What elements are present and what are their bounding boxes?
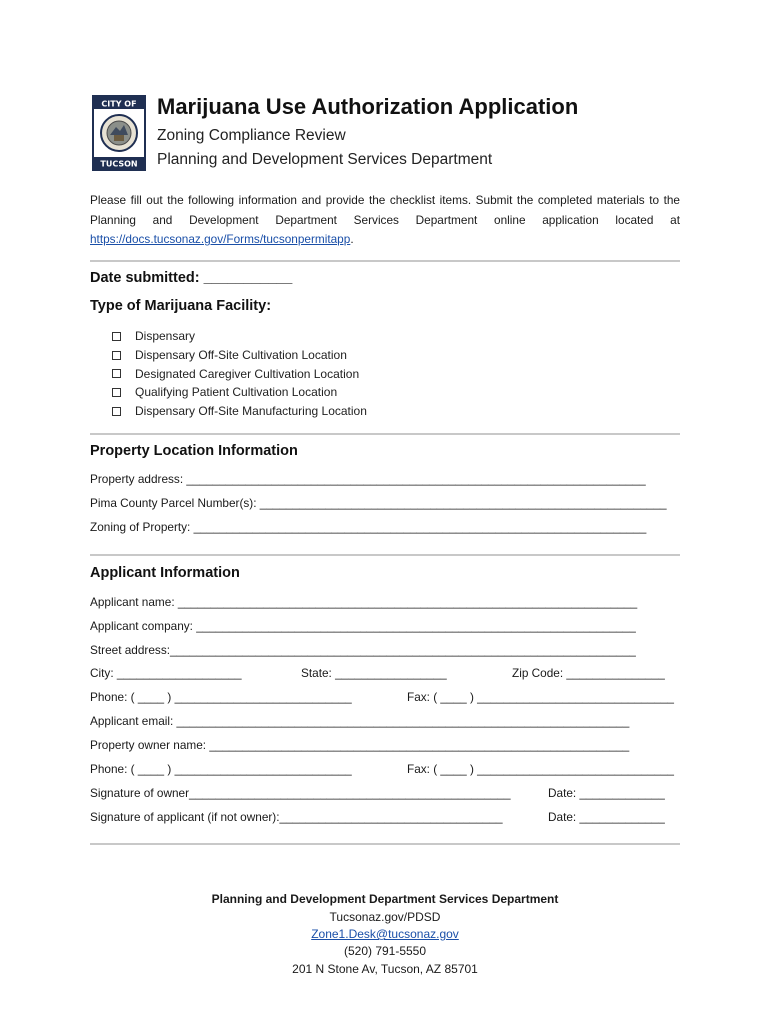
divider [90, 554, 680, 556]
permit-app-link[interactable]: https://docs.tucsonaz.gov/Forms/tucsonpermitapp [90, 232, 351, 246]
checkbox-label: Dispensary Off-Site Manufacturing Location [135, 404, 367, 419]
intro-text: Please fill out the following information and provide the checklist items. Submit the completed materials to the Planning and Development Department Services Department online application located at [90, 193, 680, 227]
checkbox[interactable] [112, 351, 121, 360]
checkbox[interactable] [112, 332, 121, 341]
city-field[interactable]: City: ___________________ [90, 666, 242, 680]
applicant-section-heading: Applicant Information [90, 565, 240, 581]
footer-email [0, 927, 770, 941]
parcel-number-field[interactable]: Pima County Parcel Number(s): ______________________________________________________________ [90, 496, 667, 510]
page-title: Marijuana Use Authorization Application [157, 94, 579, 119]
applicant-fax-field[interactable]: Fax: ( ____ ) ______________________________ [407, 690, 674, 704]
footer-phone: (520) 791-5550 [343, 944, 427, 958]
logo-text-top: CITY OF [101, 99, 137, 109]
footer-address: 201 N Stone Av, Tucson, AZ 85701 [292, 962, 478, 976]
list-item [112, 364, 367, 383]
footer-department: Planning and Development Department Services Department [211, 892, 559, 906]
checkbox-label: Designated Caregiver Cultivation Location [135, 366, 360, 381]
state-field[interactable]: State: _________________ [301, 666, 447, 680]
applicant-signature-date-field[interactable]: Date: _____________ [548, 810, 665, 824]
intro-paragraph [90, 191, 680, 250]
property-owner-name-field[interactable]: Property owner name: ________________________________________________________________ [90, 738, 630, 752]
subtitle-department: Planning and Development Services Department [157, 151, 493, 168]
checkbox-label: Qualifying Patient Cultivation Location [135, 385, 338, 400]
list-item [112, 383, 367, 402]
property-address-field[interactable]: Property address: ______________________________________________________________________ [90, 472, 646, 486]
owner-fax-field[interactable]: Fax: ( ____ ) ______________________________ [407, 762, 674, 776]
checkbox[interactable] [112, 388, 121, 397]
property-section-heading: Property Location Information [90, 443, 298, 459]
applicant-phone-field[interactable]: Phone: ( ____ ) ___________________________ [90, 690, 352, 704]
list-item [112, 327, 367, 346]
divider [90, 433, 680, 435]
facility-type-heading: Type of Marijuana Facility: [90, 298, 272, 314]
divider [90, 260, 680, 262]
logo-text-bottom: TUCSON [100, 159, 138, 169]
applicant-company-field[interactable]: Applicant company: ___________________________________________________________________ [90, 619, 636, 633]
applicant-name-field[interactable]: Applicant name: ______________________________________________________________________ [90, 595, 638, 609]
owner-phone-field[interactable]: Phone: ( ____ ) ___________________________ [90, 762, 352, 776]
facility-type-checklist [112, 327, 367, 420]
footer-email-link[interactable]: Zone1.Desk@tucsonaz.gov [311, 927, 459, 941]
date-submitted-field[interactable]: Date submitted: ___________ [90, 270, 293, 286]
footer-website: Tucsonaz.gov/PDSD [329, 910, 441, 924]
street-address-field[interactable]: Street address:_______________________________________________________________________ [90, 643, 636, 657]
intro-text-end: . [350, 232, 354, 246]
checkbox-label: Dispensary [135, 329, 196, 344]
subtitle-zoning: Zoning Compliance Review [157, 127, 346, 144]
divider [90, 843, 680, 845]
checkbox[interactable] [112, 407, 121, 416]
checkbox-label: Dispensary Off-Site Cultivation Location [135, 348, 347, 363]
zoning-field[interactable]: Zoning of Property: _____________________________________________________________________ [90, 520, 647, 534]
city-seal-logo [92, 95, 146, 171]
applicant-signature-field[interactable]: Signature of applicant (if not owner):__________________________________ [90, 810, 503, 824]
list-item [112, 402, 367, 421]
checkbox[interactable] [112, 369, 121, 378]
applicant-email-field[interactable]: Applicant email: _____________________________________________________________________ [90, 714, 630, 728]
owner-signature-field[interactable]: Signature of owner_________________________________________________ [90, 786, 511, 800]
owner-signature-date-field[interactable]: Date: _____________ [548, 786, 665, 800]
zip-code-field[interactable]: Zip Code: _______________ [512, 666, 665, 680]
list-item [112, 346, 367, 365]
